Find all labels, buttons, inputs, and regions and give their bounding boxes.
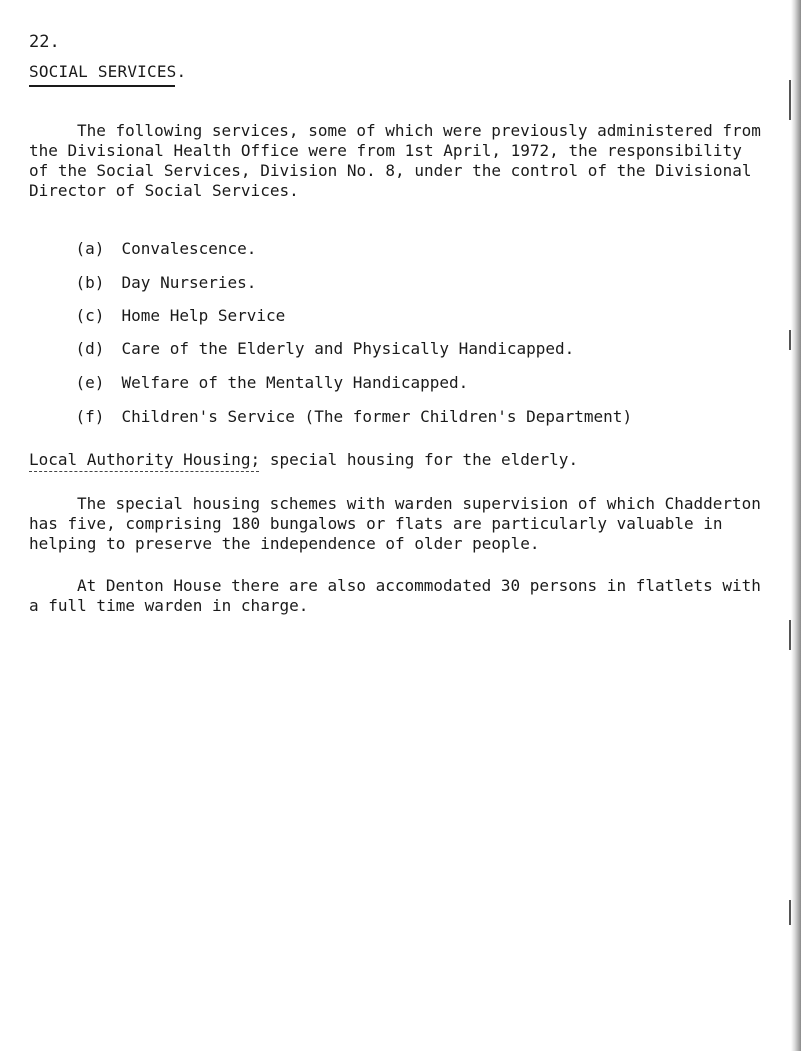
service-label: (c) — [75, 306, 105, 325]
title-underline — [29, 85, 175, 87]
denton-line-1: At Denton House there are also accommodated 30 persons in flatlets with — [77, 576, 761, 595]
intro-line-2: the Divisional Health Office were from 1st April, 1972, the responsibility — [29, 141, 742, 160]
edge-mark — [789, 330, 791, 350]
service-text: Welfare of the Mentally Handicapped. — [121, 373, 469, 392]
denton-line-2: a full time warden in charge. — [29, 596, 309, 615]
service-label: (a) — [75, 239, 105, 258]
service-item-f — [37, 388, 632, 445]
service-label: (d) — [75, 339, 105, 358]
service-label: (b) — [75, 273, 105, 292]
intro-line-3: of the Social Services, Division No. 8, under the control of the Divisional — [29, 161, 752, 180]
edge-mark — [789, 900, 791, 925]
service-text: Care of the Elderly and Physically Handicapped. — [121, 339, 575, 358]
housing-line-3: helping to preserve the independence of older people. — [29, 534, 540, 553]
intro-line-1: The following services, some of which were previously administered from — [77, 121, 761, 140]
service-text: Children's Service (The former Children's Department) — [121, 407, 633, 426]
housing-line-1: The special housing schemes with warden supervision of which Chadderton — [77, 494, 761, 513]
service-text: Home Help Service — [121, 306, 286, 325]
housing-heading: Local Authority Housing; special housing for the elderly. — [29, 450, 579, 469]
service-label: (f) — [75, 407, 105, 426]
edge-mark — [789, 80, 791, 120]
service-text: Convalescence. — [121, 239, 257, 258]
housing-line-2: has five, comprising 180 bungalows or flats are particularly valuable in — [29, 514, 723, 533]
page-edge-shadow — [791, 0, 801, 1051]
section-title: SOCIAL SERVICES. — [29, 62, 187, 81]
service-label: (e) — [75, 373, 105, 392]
edge-mark — [789, 620, 791, 650]
page-number: 22. — [29, 32, 60, 52]
intro-line-4: Director of Social Services. — [29, 181, 299, 200]
housing-heading-underline — [29, 471, 259, 472]
service-text: Day Nurseries. — [121, 273, 257, 292]
